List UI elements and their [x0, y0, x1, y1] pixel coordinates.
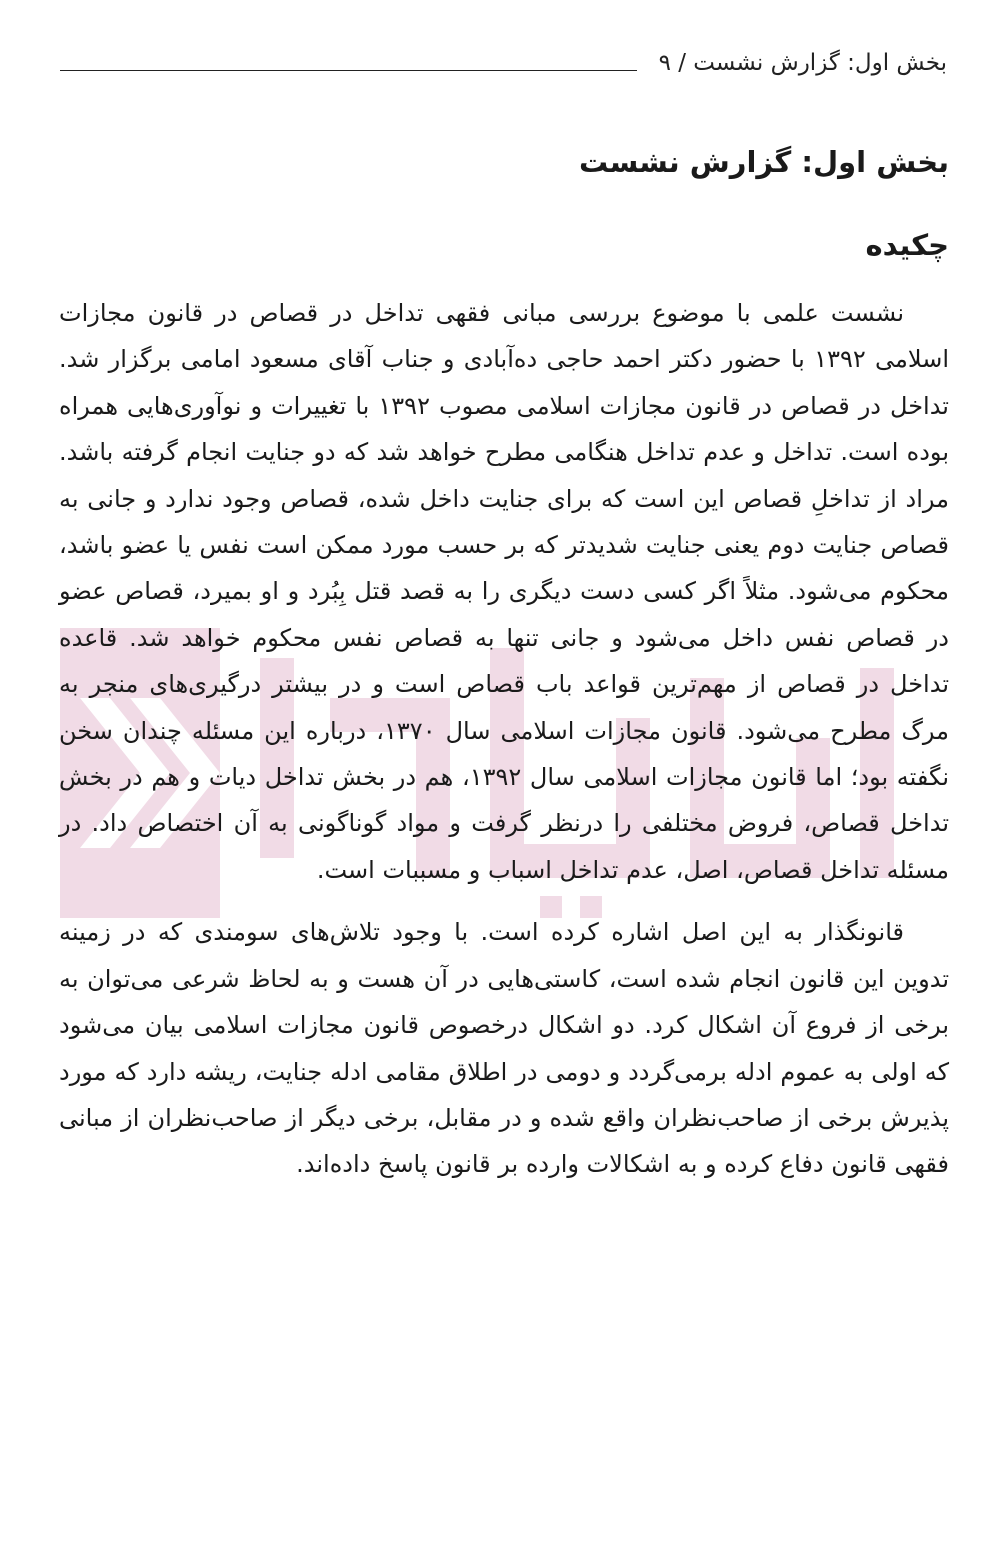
abstract-heading: چکیده: [865, 228, 949, 262]
section-title: بخش اول: گزارش نشست: [579, 145, 949, 179]
paragraph-1: نشست علمی با موضوع بررسی مبانی فقهی تداخل در قصاص در قانون مجازات اسلامی ۱۳۹۲ با حضور دکتر احمد حاجی ده‌آبادی و جناب آقای مسعود امامی برگزار شد. تداخل در قصاص در قانون مجازات اسلامی مصوب ۱۳۹۲ با تغییرات و نوآوری‌هایی همراه بوده است. تداخل و عدم تداخل هنگامی مطرح خواهد شد که دو جنایت انجام گرفته باشد. مراد از تداخلِ قصاص این است که برای جنایت داخل شده، قصاص وجود ندارد و جانی به قصاص جنایت دوم یعنی جنایت شدیدتر که بر حسب مورد ممکن است نفس یا عضو باشد، محکوم می‌شود. مثلاً اگر کسی دست دیگری را به قصد قتل بِبُرد و او بمیرد، قصاص عضو در قصاص نفس داخل می‌شود و جانی تنها به قصاص نفس محکوم خواهد شد. قاعده تداخل در قصاص از مهم‌ترین قواعد باب قصاص است و در بیشتر درگیری‌های منجر به مرگ مطرح می‌شود. قانون مجازات اسلامی سال ۱۳۷۰، درباره این مسئله چندان سخن نگفته بود؛ اما قانون مجازات اسلامی سال ۱۳۹۲، هم در بخش تداخل دیات و هم در بخش تداخل قصاص، فروض مختلفی را درنظر گرفت و مواد گوناگونی به آن اختصاص داد. در مسئله تداخل قصاص، اصل، عدم تداخل اسباب و مسببات است.: [59, 299, 949, 884]
paragraph-2: قانونگذار به این اصل اشاره کرده است. با وجود تلاش‌های سومندی که در زمینه تدوین این قانون انجام شده است، کاستی‌هایی در آن هست و به لحاظ شرعی می‌توان به برخی از فروع آن اشکال کرد. دو اشکال درخصوص قانون مجازات اسلامی بیان می‌شود که اولی به عموم ادله برمی‌گردد و دومی در اطلاق مقامی ادله جنایت، ریشه دارد که مورد پذیرش برخی از صاحب‌نظران واقع شده و در مقابل، برخی دیگر از صاحب‌نظران از مبانی فقهی قانون دفاع کرده و به اشکالات وارده بر قانون پاسخ داده‌اند.: [59, 918, 949, 1179]
abstract-body: [59, 290, 949, 1188]
running-header: [60, 38, 947, 88]
running-header-title: بخش اول: گزارش نشست / ۹: [658, 50, 947, 76]
header-rule: [60, 70, 637, 71]
